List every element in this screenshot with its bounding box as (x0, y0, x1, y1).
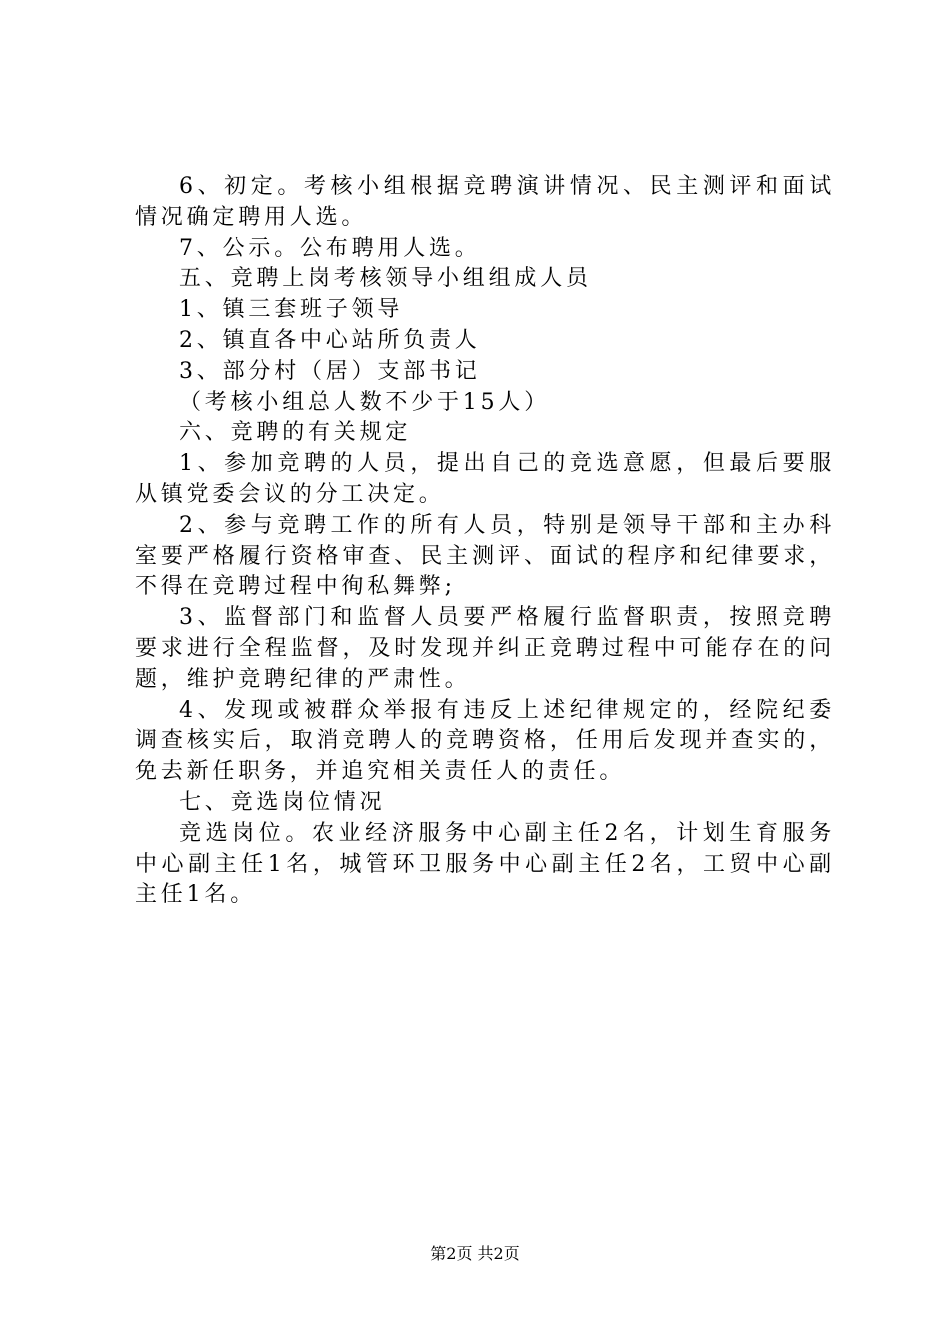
paragraph-rule-1: 1、参加竞聘的人员，提出自己的竞选意愿，但最后要服从镇党委会议的分工决定。 (135, 451, 835, 507)
paragraph-member-2: 2、镇直各中心站所负责人 (179, 327, 481, 353)
page-number-label: 第2页 共2页 (430, 1244, 520, 1263)
paragraph-rule-3: 3、监督部门和监督人员要严格履行监督职责，按照竞聘要求进行全程监督，及时发现并纠正竞聘过程中可能存在的问题，维护竞聘纪律的严肃性。 (135, 605, 835, 692)
paragraph-rule-2: 2、参与竞聘工作的所有人员，特别是领导干部和主办科室要严格履行资格审查、民主测评、面试的程序和纪律要求，不得在竞聘过程中徇私舞弊; (135, 512, 835, 600)
paragraph-positions: 竞选岗位。农业经济服务中心副主任2名，计划生育服务中心副主任1名，城管环卫服务中心副主任2名，工贸中心副主任1名。 (135, 820, 835, 908)
section-heading-5: 五、竞聘上岗考核领导小组组成人员 (179, 266, 592, 292)
document-body (135, 172, 835, 911)
page-footer (0, 1244, 950, 1264)
paragraph-member-3: 3、部分村（居）支部书记 (179, 358, 481, 384)
paragraph-item-7-publicity: 7、公示。公布聘用人选。 (179, 235, 481, 261)
section-heading-6: 六、竞聘的有关规定 (179, 420, 412, 446)
paragraph-rule-4: 4、发现或被群众举报有违反上述纪律规定的，经院纪委调查核实后，取消竞聘人的竞聘资格，任用后发现并查实的，免去新任职务，并追究相关责任人的责任。 (135, 697, 835, 785)
paragraph-item-6-initial-decision: 6、初定。考核小组根据竞聘演讲情况、民主测评和面试情况确定聘用人选。 (135, 174, 835, 230)
paragraph-member-1: 1、镇三套班子领导 (179, 297, 404, 323)
paragraph-member-note: （考核小组总人数不少于15人） (179, 389, 550, 415)
section-heading-7: 七、竞选岗位情况 (179, 789, 386, 815)
